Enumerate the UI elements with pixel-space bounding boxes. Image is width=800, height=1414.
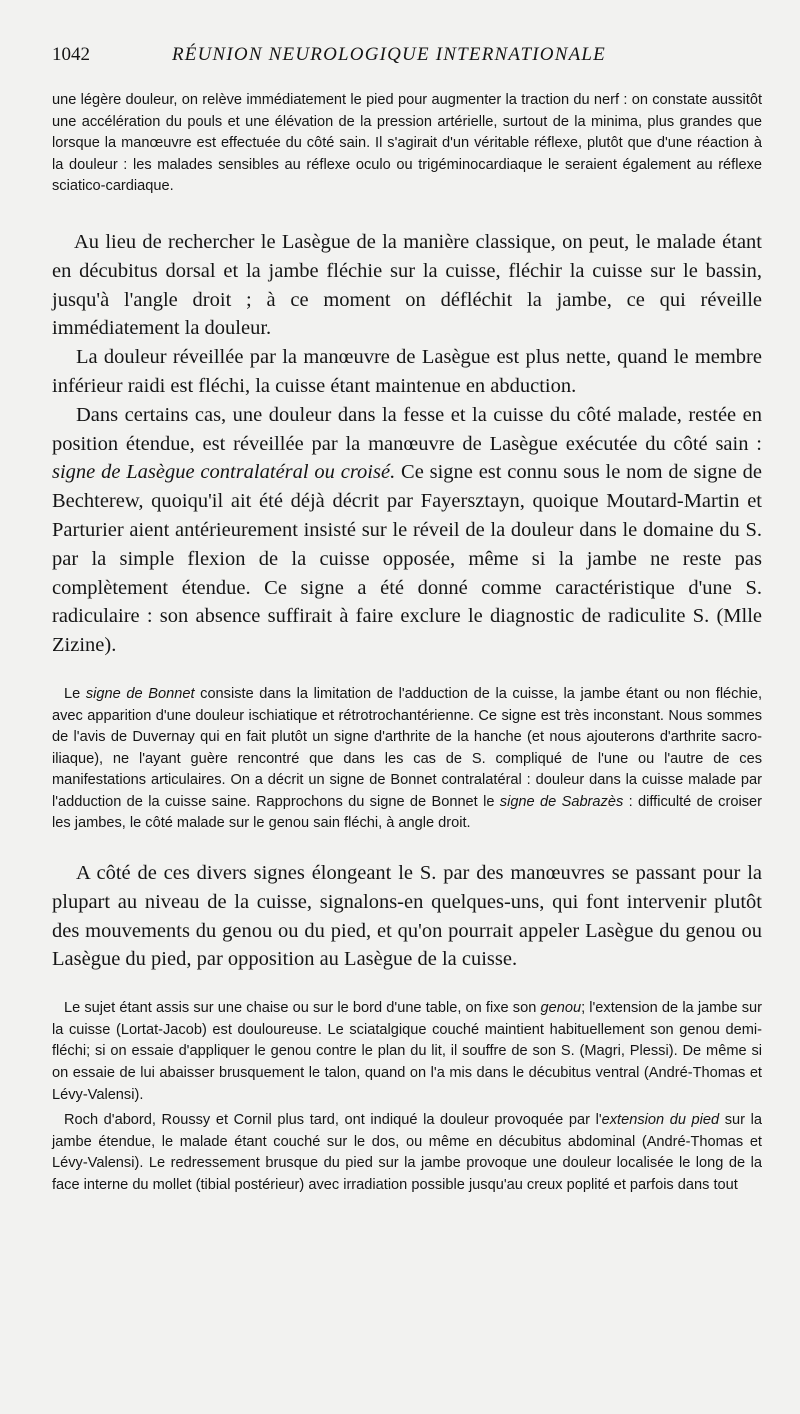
paragraph-5-post: : difficulté de croiser les jambes, le côté malade sur le genou sain fléchi, à angle droit. bbox=[52, 793, 762, 832]
paragraph-5-emphasis-2: signe de Sabrazès bbox=[499, 793, 624, 810]
paragraph-6-text: A côté de ces divers signes élongeant le S. par des manœuvres se passant pour la plupart au niveau de la cuisse, signalons-en quelques-uns, qui font intervenir plutôt des mouvements du genou ou du pied, et qu'on pourrait appeler Lasègue du genou ou Lasègue du pied, par opposition au Lasègue de la cuisse. bbox=[52, 862, 762, 971]
paragraph-5-pre: Le bbox=[64, 685, 86, 702]
paragraph-2-text: Au lieu de rechercher le Lasègue de la manière classique, on peut, le malade étant en décubitus dorsal et la jambe fléchie sur la cuisse, fléchir la cuisse sur le bassin, jusqu'à l'angle droit ; à ce moment on défléchit la jambe, ce qui réveille immédiatement la douleur. bbox=[52, 230, 762, 340]
paragraph-4-post: Ce signe est connu sous le nom de signe de Bechterew, quoiqu'il ait été déjà décrit par Fayersztayn, quoique Moutard-Martin et Parturier aient antérieurement insisté sur le réveil de la douleur dans le domaine du S. par la simple flexion de la cuisse opposée, même si la jambe ne reste pas complètement étendue. Ce signe a été donné comme caractéristique d'une S. radiculaire : son absence suffirait à faire exclure le diagnostic de radiculite S. (Mlle Zizine). bbox=[52, 461, 762, 657]
paragraph-4-emphasis: signe de Lasègue contralatéral ou croisé. bbox=[52, 461, 396, 484]
paragraph-5-emphasis: signe de Bonnet bbox=[85, 685, 195, 702]
paragraph-4 bbox=[52, 401, 762, 660]
paragraph-3-text: La douleur réveillée par la manœuvre de Lasègue est plus nette, quand le membre inférieur raidi est fléchi, la cuisse étant maintenue en abduction. bbox=[52, 346, 762, 397]
paragraph-3 bbox=[52, 343, 762, 401]
journal-title: RÉUNION NEUROLOGIQUE INTERNATIONALE bbox=[172, 44, 606, 65]
paragraph-1 bbox=[52, 90, 762, 198]
paragraph-1-text: une légère douleur, on relève immédiatement le pied pour augmenter la traction du nerf : on constate aussitôt une accélération du pouls et une élévation de la pression artérielle, surtout de la minima, plus grandes que lorsque la manœuvre est effectuée du côté sain. Il s'agirait d'un véritable réflexe, plutôt que d'une réaction à la douleur : les malades sensibles au réflexe oculo ou trigéminocardiaque le seraient également au réflexe sciatico-cardiaque. bbox=[52, 92, 762, 195]
paragraph-4-pre: Dans certains cas, une douleur dans la fesse et la cuisse du côté malade, restée en position étendue, est réveillée par la manœuvre de Lasègue exécutée du côté sain : bbox=[52, 403, 762, 455]
paragraph-2 bbox=[52, 228, 762, 343]
paragraph-7-pre: Le sujet étant assis sur une chaise ou sur le bord d'une table, on fixe son bbox=[64, 1000, 541, 1017]
paragraph-5 bbox=[52, 684, 762, 835]
paragraph-7-post: ; l'extension de la jambe sur la cuisse (Lortat-Jacob) est douloureuse. Le sciatalgique couché maintient habituellement son genou demi-fléchi; si on essaie d'appliquer le genou contre le plan du lit, il souffre de son S. (Magri, Plessi). De même si on essaie de lui abaisser brusquement le talon, quand on l'a mis dans le décubitus ventral (André-Thomas et Lévy-Valensi). bbox=[52, 1000, 762, 1103]
paragraph-6 bbox=[52, 859, 762, 974]
running-head bbox=[52, 44, 762, 90]
paragraph-8-pre: Roch d'abord, Roussy et Cornil plus tard, ont indiqué la douleur provoquée par l' bbox=[64, 1112, 602, 1129]
paragraph-5-mid: consiste dans la limitation de l'adduction de la cuisse, la jambe étant ou non fléchie, avec apparition d'une douleur ischiatique et rétrotrochantérienne. Ce signe est très inconstant. Nous sommes de l'avis de Duvernay qui en fait plutôt un signe d'arthrite de la hanche (et nous ajouterons d'arthrite sacro-iliaque), ne l'ayant guère rencontré que dans les cas de S. compliqué de l'une ou l'autre de ces manifestations articulaires. On a décrit un signe de Bonnet contralatéral : douleur dans la cuisse malade par l'adduction de la cuisse saine. Rapprochons du signe de Bonnet le bbox=[52, 685, 763, 810]
paragraph-7-emphasis: genou bbox=[540, 1000, 582, 1017]
paragraph-7 bbox=[52, 998, 762, 1106]
page-number: 1042 bbox=[52, 44, 90, 65]
paragraph-8 bbox=[52, 1110, 762, 1196]
paragraph-8-post: sur la jambe étendue, le malade étant couché sur le dos, ou même en décubitus abdominal (André-Thomas et Lévy-Valensi). Le redressement brusque du pied sur la jambe provoque une douleur localisée le long de la face interne du mollet (tibial postérieur) avec irradiation possible jusqu'au creux poplité et parfois dans tout bbox=[52, 1112, 762, 1194]
paragraph-8-emphasis: extension du pied bbox=[601, 1112, 720, 1129]
